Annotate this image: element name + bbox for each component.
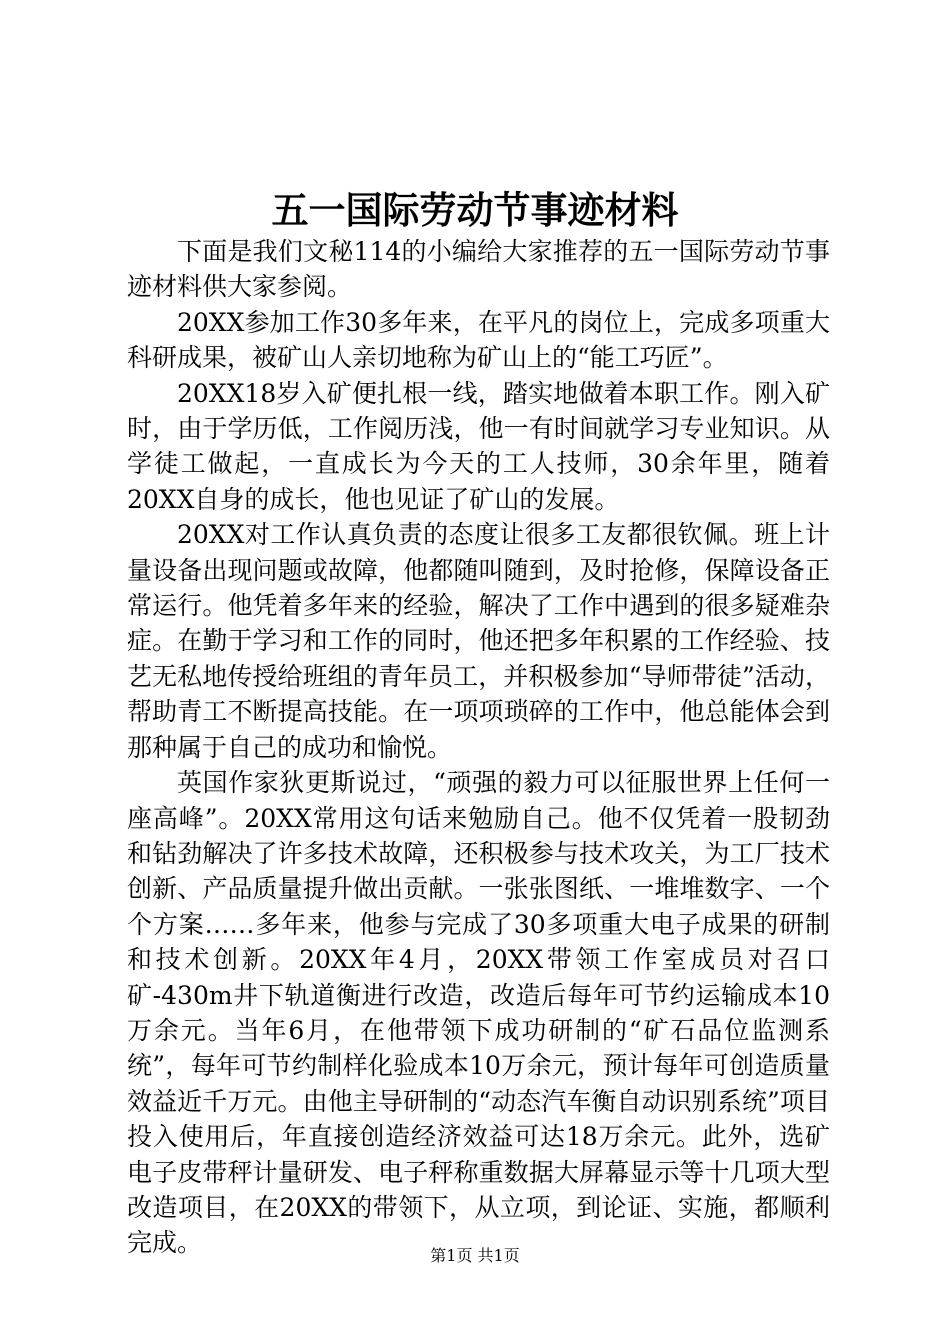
paragraph-growth: 20XX18岁入矿便扎根一线，踏实地做着本职工作。刚入矿时，由于学历低，工作阅历浅，他一有时间就学习专业知识。从学徒工做起，一直成长为今天的工人技师，30余年里，随着20XX自身的成长，他也见证了矿山的发展。 — [127, 378, 830, 514]
paragraph-achievements: 英国作家狄更斯说过，“顽强的毅力可以征服世界上任何一座高峰”。20XX常用这句话来勉励自己。他不仅凭着一股韧劲和钻劲解决了许多技术故障，还积极参与技术攻关，为工厂技术创新、产品质量提升做出贡献。一张张图纸、一堆堆数字、一个个方案……多年来，他参与完成了30多项重大电子成果的研制和技术创新。20XX年4月，20XX带领工作室成员对召口矿-430m井下轨道衡进行改造，改造后每年可节约运输成本10万余元。当年6月，在他带领下成功研制的“矿石品位监测系统”，每年可节约制样化验成本10万余元，预计每年可创造质量效益近千万元。由他主导研制的“动态汽车衡自动识别系统”项目投入使用后，年直接创造经济效益可达18万余元。此外，选矿电子皮带秤计量研发、电子秤称重数据大屏幕显示等十几项大型改造项目，在20XX的带领下，从立项，到论证、实施，都顺利完成。 — [127, 768, 830, 1258]
document-title: 五一国际劳动节事迹材料 — [271, 188, 679, 232]
document-body — [127, 234, 830, 1261]
paragraph-intro: 下面是我们文秘114的小编给大家推荐的五一国际劳动节事迹材料供大家参阅。 — [127, 237, 830, 302]
paragraph-career: 20XX参加工作30多年来，在平凡的岗位上，完成多项重大科研成果，被矿山人亲切地称为矿山上的“能工巧匠”。 — [127, 307, 830, 373]
page-number-footer: 第1页 共1页 — [430, 1246, 520, 1265]
paragraph-work-attitude: 20XX对工作认真负责的态度让很多工友都很钦佩。班上计量设备出现问题或故障，他都随叫随到，及时抢修，保障设备正常运行。他凭着多年来的经验，解决了工作中遇到的很多疑难杂症。在勤于学习和工作的同时，他还把多年积累的工作经验、技艺无私地传授给班组的青年员工，并积极参加“导师带徒”活动，帮助青工不断提高技能。在一项项琐碎的工作中，他总能体会到那种属于自己的成功和愉悦。 — [127, 520, 830, 762]
